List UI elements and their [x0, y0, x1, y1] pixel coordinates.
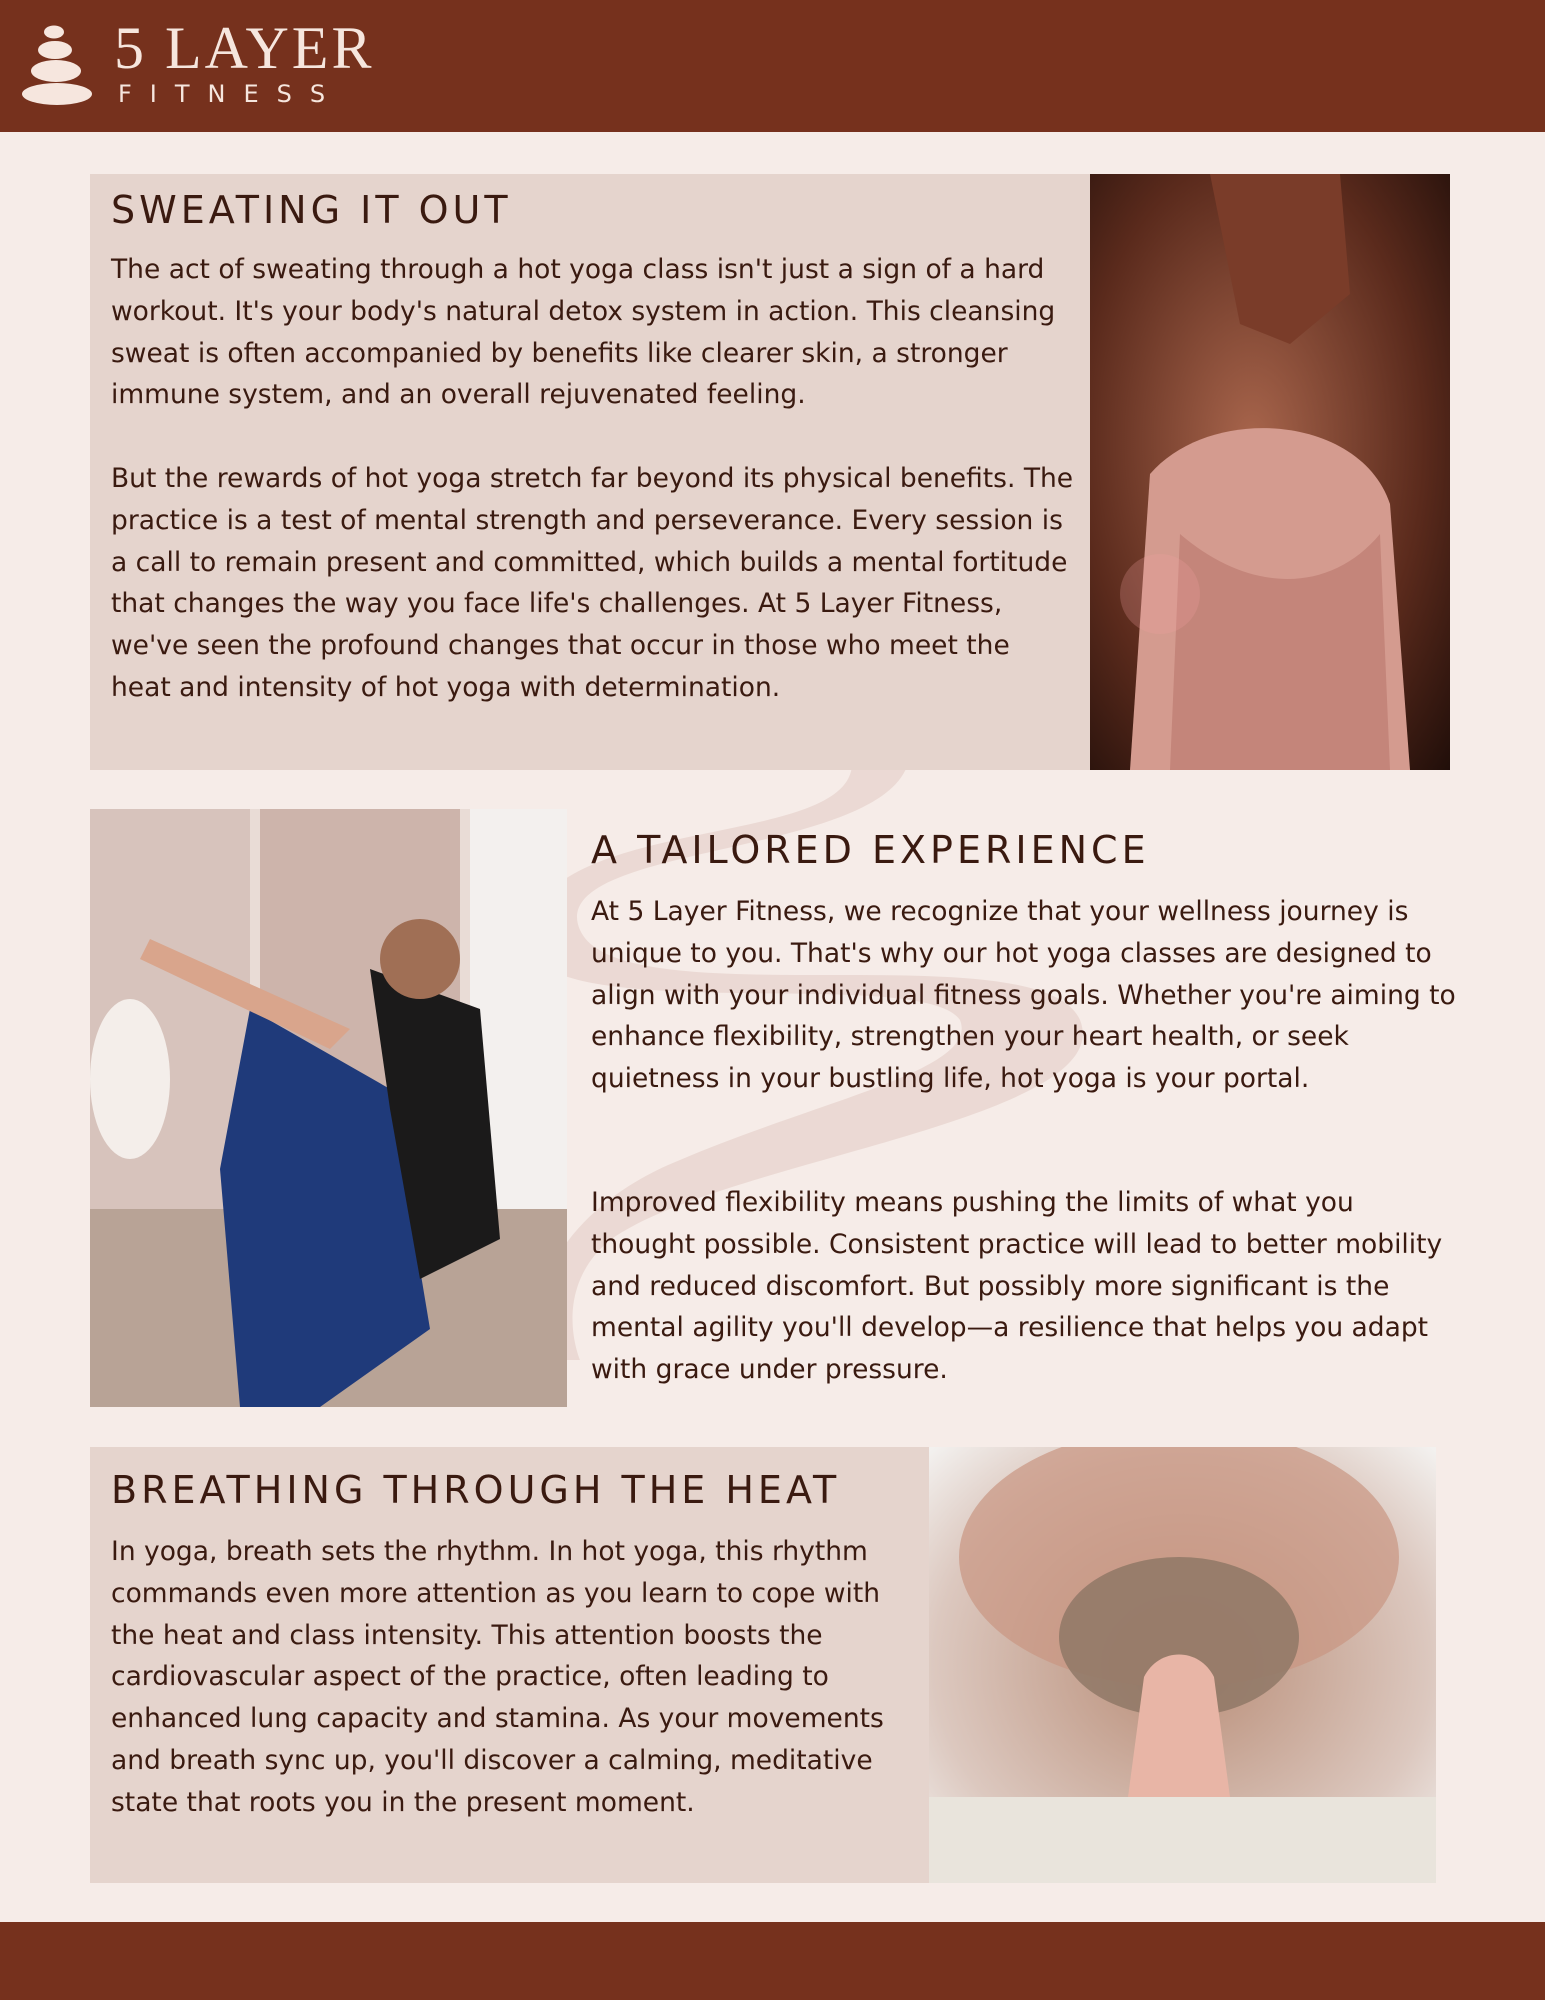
section-heading: A TAILORED EXPERIENCE	[591, 828, 1150, 872]
section-paragraph: Improved flexibility means pushing the limits of what you thought possible. Consistent practice will lead to better mobility and reduced discomfort. But possibly more significant is the mental agility you'll develop—a resilience that helps you adapt with grace under pressure.	[591, 1187, 1443, 1386]
section-heading: SWEATING IT OUT	[111, 188, 512, 232]
page-footer	[0, 1922, 1545, 2000]
page-header	[0, 0, 1545, 132]
photo-praying-hands	[929, 1447, 1436, 1883]
section-paragraph: At 5 Layer Fitness, we recognize that your wellness journey is unique to you. That's why our hot yoga classes are designed to align with your individual fitness goals. Whether you're aiming to enhance flexibility, strengthen your heart health, or seek quietness in your bustling life, hot yoga is your portal.	[591, 896, 1456, 1095]
section-paragraph: The act of sweating through a hot yoga class isn't just a sign of a hard workout. It's your body's natural detox system in action. This cleansing sweat is often accompanied by benefits like clearer skin, a stronger immune system, and an overall rejuvenated feeling.	[111, 254, 1056, 411]
stacked-stones-icon	[20, 24, 94, 106]
section-paragraph: In yoga, breath sets the rhythm. In hot yoga, this rhythm commands even more attention as you learn to cope with the heat and class intensity. This attention boosts the cardiovascular aspect of the practice, often leading to enhanced lung capacity and stamina. As your movements and breath sync up, you'll discover a calming, meditative state that roots you in the present moment.	[111, 1536, 884, 1818]
photo-sweating-woman	[1090, 174, 1450, 770]
section-heading: BREATHING THROUGH THE HEAT	[111, 1468, 841, 1512]
photo-yoga-stretch	[90, 809, 567, 1407]
section-paragraph: But the rewards of hot yoga stretch far beyond its physical benefits. The practice is a test of mental strength and perseverance. Every session is a call to remain present and committed, which builds a mental fortitude that changes the way you face life's challenges. At 5 Layer Fitness, we've seen the profound changes that occur in those who meet the heat and intensity of hot yoga with determination.	[111, 463, 1074, 703]
brand-name: 5 LAYER	[114, 15, 375, 81]
brand-tagline: FITNESS	[118, 80, 344, 108]
